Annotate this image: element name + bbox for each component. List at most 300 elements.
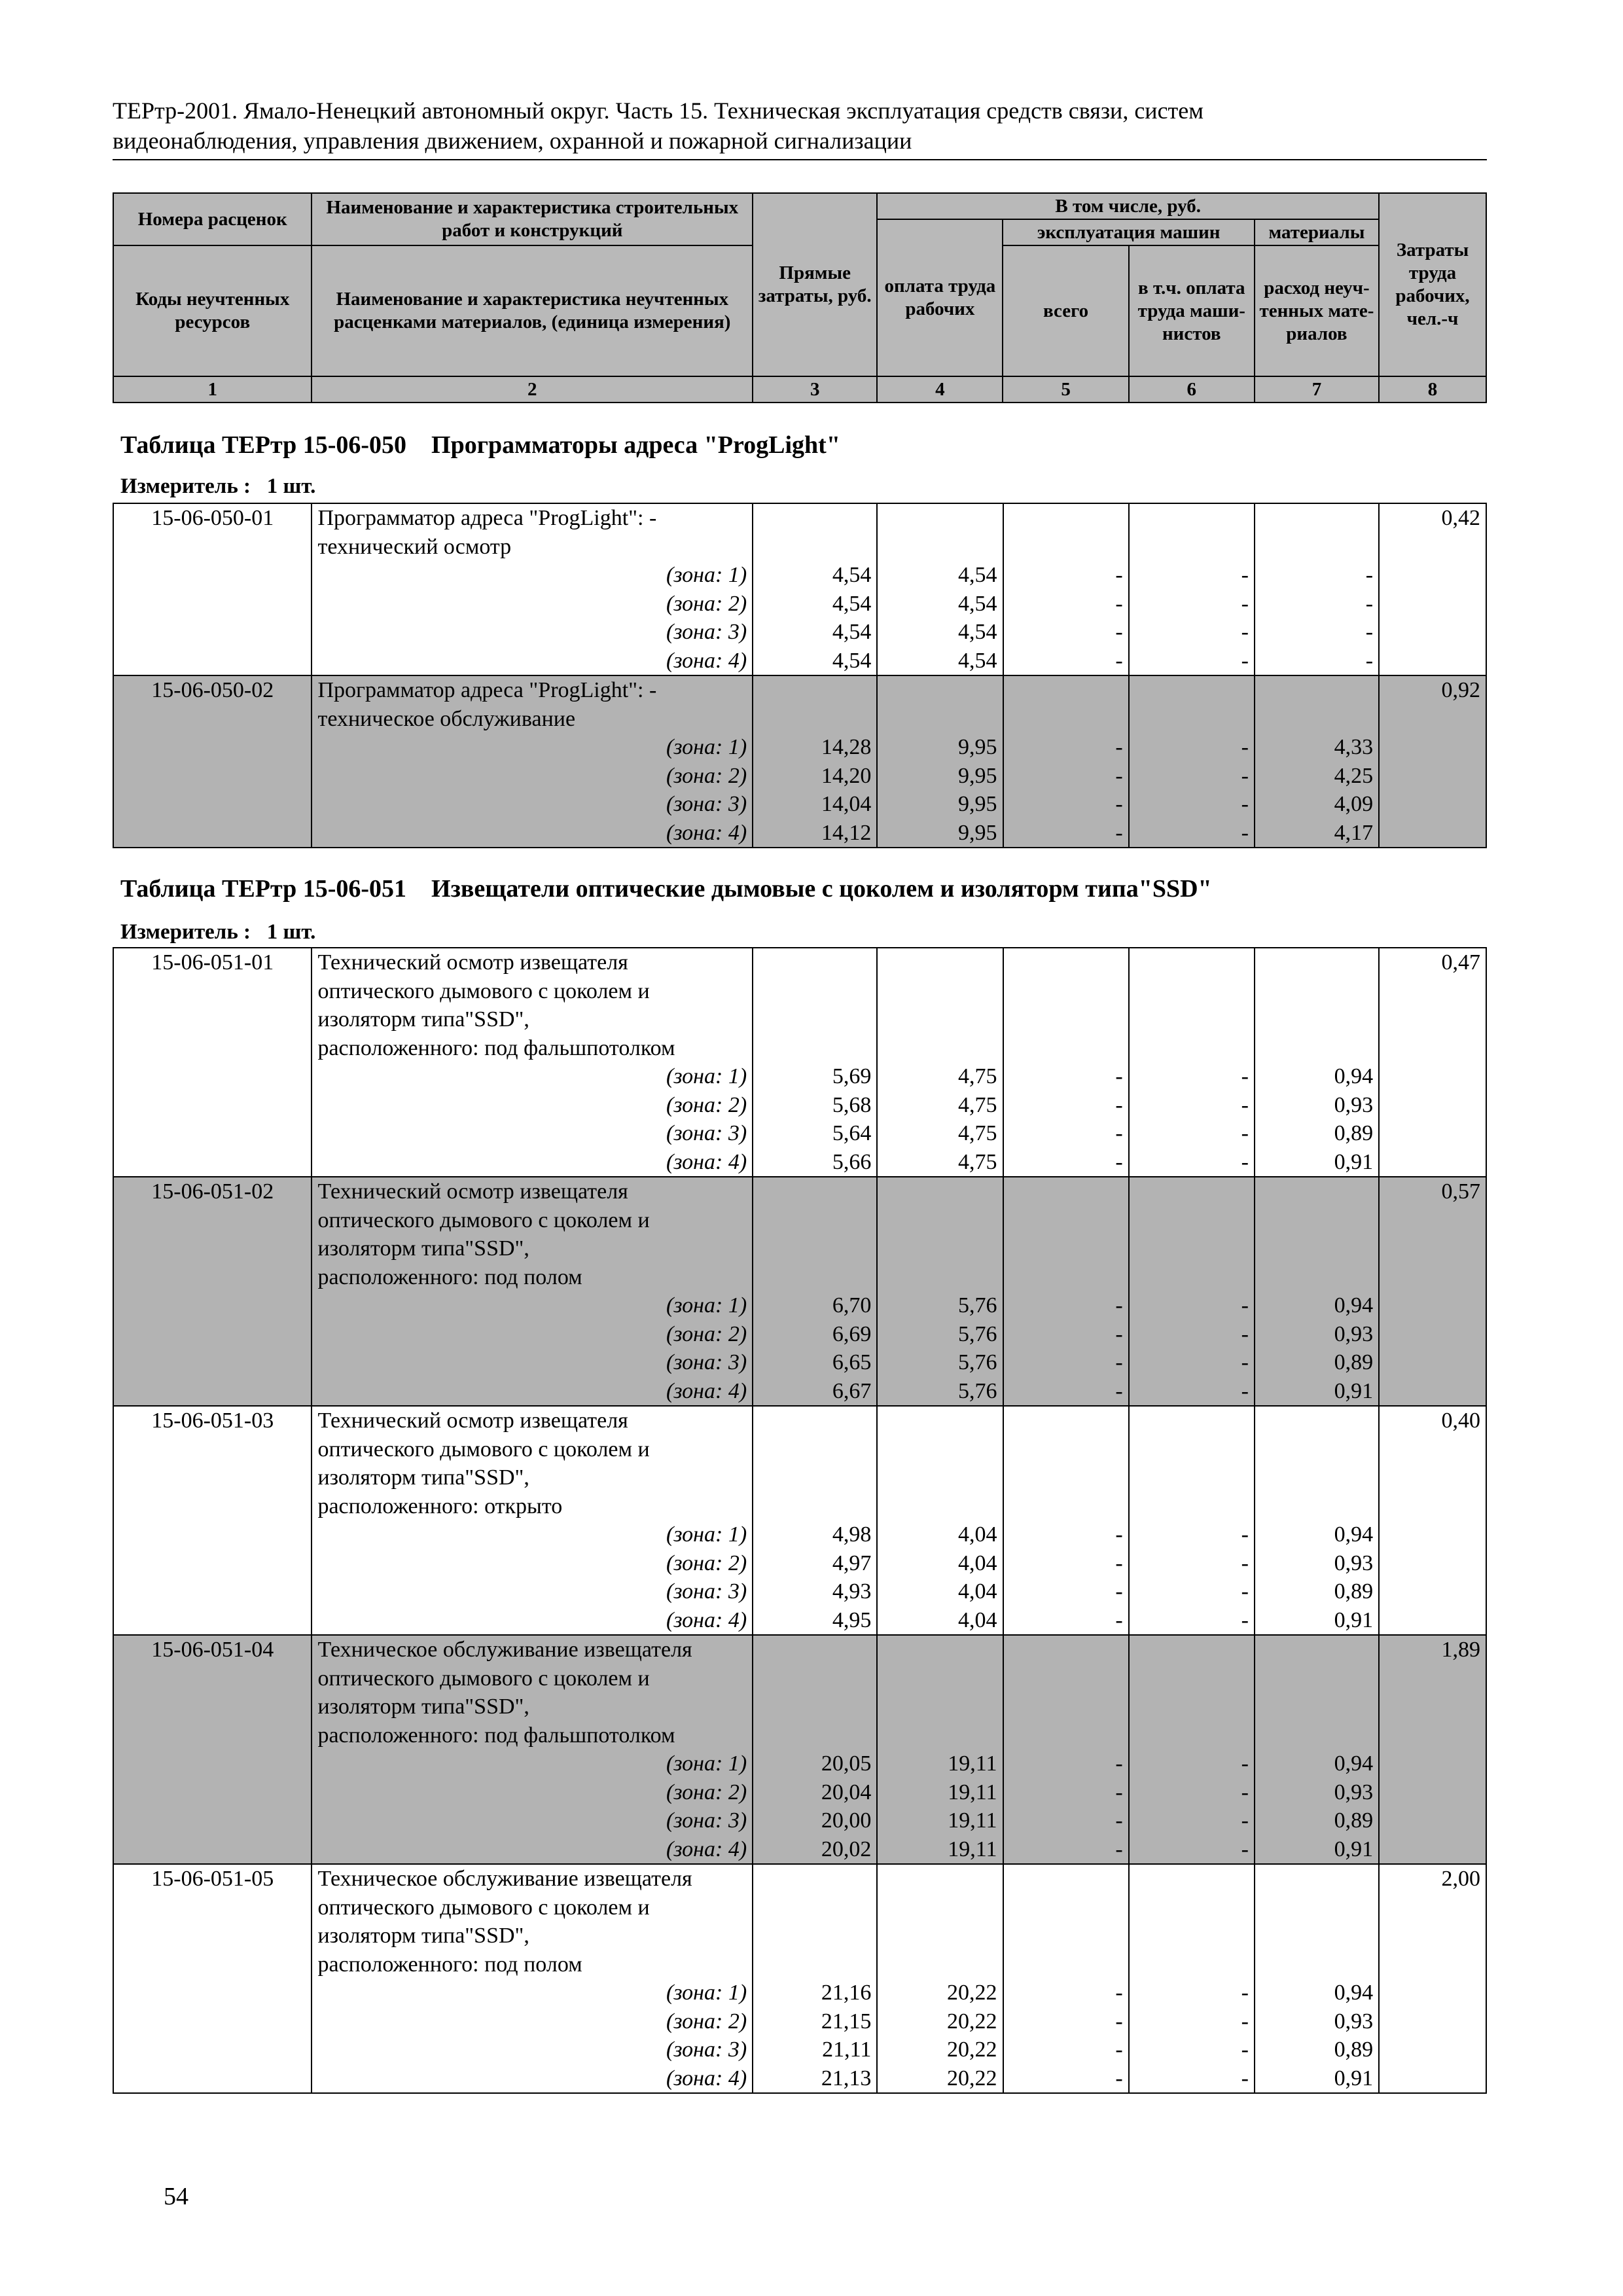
empty-cell bbox=[1255, 1463, 1379, 1492]
labor-cost bbox=[1379, 705, 1486, 734]
description-row bbox=[113, 1693, 1486, 1721]
rate-code bbox=[113, 705, 312, 734]
empty-cell bbox=[1255, 1893, 1379, 1922]
rate-code bbox=[113, 1463, 312, 1492]
empty-cell bbox=[113, 1577, 312, 1606]
empty-cell bbox=[1129, 1034, 1255, 1063]
rate-description-line: Техническое обслуживание извещателя bbox=[312, 1635, 753, 1664]
description-row bbox=[113, 1492, 1486, 1521]
machines-total-value: - bbox=[1003, 561, 1129, 590]
rate-code bbox=[113, 1263, 312, 1292]
empty-cell bbox=[1003, 1664, 1129, 1693]
machines-total-value: - bbox=[1003, 790, 1129, 819]
zone-row bbox=[113, 1520, 1486, 1549]
materials-value: - bbox=[1255, 561, 1379, 590]
page-number: 54 bbox=[164, 2183, 188, 2210]
worker-wages-value: 5,76 bbox=[877, 1320, 1003, 1349]
empty-cell bbox=[1255, 705, 1379, 734]
empty-cell bbox=[877, 1893, 1003, 1922]
empty-cell bbox=[753, 533, 877, 562]
rate-description-line: изоляторм типа"SSD", bbox=[312, 1234, 753, 1263]
zone-label: (зона: 1) bbox=[312, 1749, 753, 1778]
table-051-measure bbox=[120, 919, 315, 945]
labor-cost bbox=[1379, 1034, 1486, 1063]
machines-total-value: - bbox=[1003, 819, 1129, 848]
direct-costs-value: 4,54 bbox=[753, 647, 877, 676]
labor-cost bbox=[1379, 533, 1486, 562]
labor-cost bbox=[1379, 1234, 1486, 1263]
header-col-number: 7 bbox=[1255, 376, 1379, 403]
empty-cell bbox=[1255, 977, 1379, 1006]
machines-total-value: - bbox=[1003, 1062, 1129, 1091]
operator-wages-value: - bbox=[1129, 1577, 1255, 1606]
empty-cell bbox=[113, 762, 312, 791]
zone-row bbox=[113, 2064, 1486, 2094]
empty-cell bbox=[877, 1950, 1003, 1979]
empty-cell bbox=[1129, 1406, 1255, 1435]
empty-cell bbox=[1129, 675, 1255, 705]
empty-cell bbox=[1255, 1435, 1379, 1464]
direct-costs-value: 4,54 bbox=[753, 561, 877, 590]
empty-cell bbox=[753, 1206, 877, 1235]
operator-wages-value: - bbox=[1129, 1835, 1255, 1865]
operator-wages-value: - bbox=[1129, 790, 1255, 819]
empty-cell bbox=[1255, 1693, 1379, 1721]
rate-table-050 bbox=[113, 503, 1487, 848]
zone-label: (зона: 4) bbox=[312, 1835, 753, 1865]
rate-code bbox=[113, 977, 312, 1006]
direct-costs-value: 5,69 bbox=[753, 1062, 877, 1091]
rate-code: 15-06-050-02 bbox=[113, 675, 312, 705]
empty-cell bbox=[1003, 1034, 1129, 1063]
machines-total-value: - bbox=[1003, 1119, 1129, 1148]
header-col-number: 6 bbox=[1129, 376, 1255, 403]
empty-cell bbox=[1129, 1435, 1255, 1464]
empty-cell bbox=[113, 2064, 312, 2094]
materials-value: - bbox=[1255, 647, 1379, 676]
description-row bbox=[113, 977, 1486, 1006]
empty-cell bbox=[1003, 1435, 1129, 1464]
zone-row bbox=[113, 1119, 1486, 1148]
header-col-number: 5 bbox=[1003, 376, 1128, 403]
rate-code bbox=[113, 1234, 312, 1263]
empty-cell bbox=[1255, 1177, 1379, 1206]
empty-cell bbox=[1003, 1177, 1129, 1206]
direct-costs-value: 4,54 bbox=[753, 618, 877, 647]
empty-cell bbox=[1379, 1348, 1486, 1377]
empty-cell bbox=[877, 1234, 1003, 1263]
materials-value: 0,91 bbox=[1255, 1606, 1379, 1636]
zone-row bbox=[113, 1320, 1486, 1349]
zone-label: (зона: 3) bbox=[312, 618, 753, 647]
empty-cell bbox=[877, 1005, 1003, 1034]
empty-cell bbox=[1379, 1835, 1486, 1865]
empty-cell bbox=[1003, 1721, 1129, 1750]
zone-row bbox=[113, 1348, 1486, 1377]
empty-cell bbox=[1379, 1520, 1486, 1549]
empty-cell bbox=[1379, 1549, 1486, 1578]
empty-cell bbox=[877, 1206, 1003, 1235]
labor-cost: 0,47 bbox=[1379, 948, 1486, 977]
description-row bbox=[113, 1664, 1486, 1693]
operator-wages-value: - bbox=[1129, 1119, 1255, 1148]
description-row bbox=[113, 533, 1486, 562]
table-050-title: Таблица ТЕРтр 15-06-050 bbox=[120, 431, 407, 459]
materials-value: 0,89 bbox=[1255, 1577, 1379, 1606]
header-work-name: Наименование и характеристика строительных работ и конструкций bbox=[312, 193, 753, 245]
operator-wages-value: - bbox=[1129, 1320, 1255, 1349]
zone-label: (зона: 4) bbox=[312, 1606, 753, 1636]
worker-wages-value: 4,54 bbox=[877, 618, 1003, 647]
machines-total-value: - bbox=[1003, 647, 1129, 676]
operator-wages-value: - bbox=[1129, 618, 1255, 647]
empty-cell bbox=[1379, 1091, 1486, 1120]
zone-label: (зона: 1) bbox=[312, 561, 753, 590]
zone-row bbox=[113, 590, 1486, 619]
machines-total-value: - bbox=[1003, 1377, 1129, 1407]
operator-wages-value: - bbox=[1129, 1979, 1255, 2007]
zone-label: (зона: 4) bbox=[312, 1148, 753, 1177]
machines-total-value: - bbox=[1003, 1778, 1129, 1807]
empty-cell bbox=[113, 1806, 312, 1835]
direct-costs-value: 14,28 bbox=[753, 733, 877, 762]
direct-costs-value: 21,11 bbox=[753, 2036, 877, 2064]
direct-costs-value: 14,12 bbox=[753, 819, 877, 848]
empty-cell bbox=[877, 1635, 1003, 1664]
table-050-caption bbox=[120, 431, 840, 459]
operator-wages-value: - bbox=[1129, 1549, 1255, 1578]
rate-description-line: оптического дымового с цоколем и bbox=[312, 1435, 753, 1464]
empty-cell bbox=[1379, 590, 1486, 619]
rate-description-line: оптического дымового с цоколем и bbox=[312, 1664, 753, 1693]
zone-row bbox=[113, 1835, 1486, 1865]
operator-wages-value: - bbox=[1129, 561, 1255, 590]
operator-wages-value: - bbox=[1129, 1778, 1255, 1807]
header-col-number: 1 bbox=[113, 376, 312, 403]
machines-total-value: - bbox=[1003, 1148, 1129, 1177]
worker-wages-value: 9,95 bbox=[877, 819, 1003, 848]
direct-costs-value: 21,16 bbox=[753, 1979, 877, 2007]
machines-total-value: - bbox=[1003, 1979, 1129, 2007]
description-row bbox=[113, 1435, 1486, 1464]
zone-label: (зона: 2) bbox=[312, 1549, 753, 1578]
zone-label: (зона: 4) bbox=[312, 1377, 753, 1407]
zone-label: (зона: 1) bbox=[312, 1520, 753, 1549]
rate-code: 15-06-051-03 bbox=[113, 1406, 312, 1435]
description-row bbox=[113, 948, 1486, 977]
rate-description-line: оптического дымового с цоколем и bbox=[312, 1206, 753, 1235]
operator-wages-value: - bbox=[1129, 1606, 1255, 1636]
measure-value: 1 шт. bbox=[266, 920, 316, 944]
empty-cell bbox=[753, 977, 877, 1006]
labor-cost: 0,57 bbox=[1379, 1177, 1486, 1206]
description-row bbox=[113, 1950, 1486, 1979]
empty-cell bbox=[1255, 1263, 1379, 1292]
zone-label: (зона: 2) bbox=[312, 762, 753, 791]
materials-value: 0,93 bbox=[1255, 1778, 1379, 1807]
rate-description-line: оптического дымового с цоколем и bbox=[312, 1893, 753, 1922]
materials-value: 0,93 bbox=[1255, 2007, 1379, 2036]
rate-item bbox=[113, 948, 1486, 1177]
empty-cell bbox=[1003, 1864, 1129, 1893]
description-row bbox=[113, 1177, 1486, 1206]
operator-wages-value: - bbox=[1129, 2007, 1255, 2036]
operator-wages-value: - bbox=[1129, 2064, 1255, 2094]
zone-label: (зона: 3) bbox=[312, 1577, 753, 1606]
empty-cell bbox=[1379, 1778, 1486, 1807]
materials-value: 4,09 bbox=[1255, 790, 1379, 819]
machines-total-value: - bbox=[1003, 2007, 1129, 2036]
rate-description-line: Технический осмотр извещателя bbox=[312, 1406, 753, 1435]
empty-cell bbox=[1379, 1062, 1486, 1091]
labor-cost: 2,00 bbox=[1379, 1864, 1486, 1893]
operator-wages-value: - bbox=[1129, 647, 1255, 676]
zone-label: (зона: 1) bbox=[312, 733, 753, 762]
empty-cell bbox=[113, 1749, 312, 1778]
zone-row bbox=[113, 1979, 1486, 2007]
materials-value: - bbox=[1255, 618, 1379, 647]
rate-code bbox=[113, 1492, 312, 1521]
table-051-caption bbox=[120, 874, 1212, 903]
description-row bbox=[113, 1635, 1486, 1664]
rate-description-line: изоляторм типа"SSD", bbox=[312, 1922, 753, 1950]
zone-label: (зона: 4) bbox=[312, 647, 753, 676]
empty-cell bbox=[1129, 1864, 1255, 1893]
zone-row bbox=[113, 790, 1486, 819]
operator-wages-value: - bbox=[1129, 1348, 1255, 1377]
zone-row bbox=[113, 1577, 1486, 1606]
machines-total-value: - bbox=[1003, 1749, 1129, 1778]
rate-item bbox=[113, 675, 1486, 848]
rate-code: 15-06-051-01 bbox=[113, 948, 312, 977]
description-row bbox=[113, 1893, 1486, 1922]
zone-label: (зона: 4) bbox=[312, 2064, 753, 2094]
worker-wages-value: 4,54 bbox=[877, 590, 1003, 619]
zone-label: (зона: 2) bbox=[312, 1778, 753, 1807]
rate-item bbox=[113, 1635, 1486, 1864]
labor-cost bbox=[1379, 977, 1486, 1006]
materials-value: 0,89 bbox=[1255, 1119, 1379, 1148]
empty-cell bbox=[877, 1435, 1003, 1464]
operator-wages-value: - bbox=[1129, 1377, 1255, 1407]
rate-code: 15-06-051-02 bbox=[113, 1177, 312, 1206]
direct-costs-value: 20,00 bbox=[753, 1806, 877, 1835]
direct-costs-value: 20,05 bbox=[753, 1749, 877, 1778]
rate-description-line: технический осмотр bbox=[312, 533, 753, 562]
header-material-names: Наименование и характеристика неучтенных расценками материалов, (единица измерения) bbox=[312, 245, 753, 376]
empty-cell bbox=[1255, 1664, 1379, 1693]
empty-cell bbox=[113, 2007, 312, 2036]
rate-description-line: Программатор адреса "ProgLight": - bbox=[312, 675, 753, 705]
materials-value: 0,93 bbox=[1255, 1320, 1379, 1349]
direct-costs-value: 20,02 bbox=[753, 1835, 877, 1865]
operator-wages-value: - bbox=[1129, 590, 1255, 619]
header-materials-group: материалы bbox=[1255, 219, 1379, 245]
empty-cell bbox=[1379, 1979, 1486, 2007]
empty-cell bbox=[1003, 533, 1129, 562]
materials-value: 0,91 bbox=[1255, 1148, 1379, 1177]
zone-row bbox=[113, 762, 1486, 791]
materials-value: 0,89 bbox=[1255, 2036, 1379, 2064]
header-col-number: 3 bbox=[753, 376, 877, 403]
materials-value: 0,94 bbox=[1255, 1291, 1379, 1320]
empty-cell bbox=[877, 1463, 1003, 1492]
empty-cell bbox=[877, 1693, 1003, 1721]
empty-cell bbox=[1379, 762, 1486, 791]
direct-costs-value: 4,98 bbox=[753, 1520, 877, 1549]
zone-label: (зона: 2) bbox=[312, 2007, 753, 2036]
rate-code bbox=[113, 1893, 312, 1922]
header-labor-costs: Затраты труда рабочих, чел.-ч bbox=[1379, 193, 1486, 376]
description-row bbox=[113, 1034, 1486, 1063]
empty-cell bbox=[877, 1034, 1003, 1063]
empty-cell bbox=[1255, 1206, 1379, 1235]
empty-cell bbox=[113, 1835, 312, 1865]
description-row bbox=[113, 1406, 1486, 1435]
header-direct-costs: Прямые затраты, руб. bbox=[753, 193, 877, 376]
empty-cell bbox=[1129, 1635, 1255, 1664]
header-worker-wages: оплата труда рабочих bbox=[877, 219, 1003, 376]
labor-cost: 0,40 bbox=[1379, 1406, 1486, 1435]
worker-wages-value: 4,04 bbox=[877, 1520, 1003, 1549]
empty-cell bbox=[113, 1291, 312, 1320]
empty-cell bbox=[1379, 618, 1486, 647]
zone-label: (зона: 3) bbox=[312, 1119, 753, 1148]
empty-cell bbox=[1255, 533, 1379, 562]
empty-cell bbox=[113, 1119, 312, 1148]
empty-cell bbox=[1379, 733, 1486, 762]
direct-costs-value: 14,04 bbox=[753, 790, 877, 819]
labor-cost bbox=[1379, 1950, 1486, 1979]
empty-cell bbox=[1129, 948, 1255, 977]
empty-cell bbox=[1003, 1005, 1129, 1034]
empty-cell bbox=[113, 647, 312, 676]
labor-cost bbox=[1379, 1492, 1486, 1521]
empty-cell bbox=[113, 1348, 312, 1377]
labor-cost bbox=[1379, 1206, 1486, 1235]
running-head-line-1: ТЕРтр-2001. Ямало-Ненецкий автономный округ. Часть 15. Техническая эксплуатация средств связи, систем bbox=[113, 98, 1204, 124]
rate-description-line: техническое обслуживание bbox=[312, 705, 753, 734]
empty-cell bbox=[1129, 1721, 1255, 1750]
empty-cell bbox=[1379, 1320, 1486, 1349]
direct-costs-value: 4,97 bbox=[753, 1549, 877, 1578]
empty-cell bbox=[1003, 1263, 1129, 1292]
empty-cell bbox=[113, 1549, 312, 1578]
empty-cell bbox=[1129, 533, 1255, 562]
empty-cell bbox=[1379, 1606, 1486, 1636]
description-row bbox=[113, 705, 1486, 734]
description-row bbox=[113, 1463, 1486, 1492]
rate-description-line: расположенного: под фальшпотолком bbox=[312, 1034, 753, 1063]
zone-label: (зона: 1) bbox=[312, 1291, 753, 1320]
zone-row bbox=[113, 2007, 1486, 2036]
rate-description-line: изоляторм типа"SSD", bbox=[312, 1693, 753, 1721]
rate-code bbox=[113, 1005, 312, 1034]
materials-value: 0,89 bbox=[1255, 1348, 1379, 1377]
direct-costs-value: 20,04 bbox=[753, 1778, 877, 1807]
labor-cost bbox=[1379, 1693, 1486, 1721]
zone-label: (зона: 2) bbox=[312, 1091, 753, 1120]
empty-cell bbox=[1379, 2007, 1486, 2036]
operator-wages-value: - bbox=[1129, 1091, 1255, 1120]
worker-wages-value: 4,04 bbox=[877, 1549, 1003, 1578]
header-group-including: В том числе, руб. bbox=[877, 193, 1379, 219]
header-col-number: 2 bbox=[312, 376, 753, 403]
empty-cell bbox=[877, 1922, 1003, 1950]
operator-wages-value: - bbox=[1129, 733, 1255, 762]
empty-cell bbox=[1379, 1806, 1486, 1835]
rate-code bbox=[113, 1206, 312, 1235]
rate-code bbox=[113, 1034, 312, 1063]
labor-cost: 0,92 bbox=[1379, 675, 1486, 705]
empty-cell bbox=[753, 1406, 877, 1435]
worker-wages-value: 4,54 bbox=[877, 561, 1003, 590]
rate-description-line: Технический осмотр извещателя bbox=[312, 948, 753, 977]
zone-row bbox=[113, 1806, 1486, 1835]
zone-label: (зона: 4) bbox=[312, 819, 753, 848]
description-row bbox=[113, 1263, 1486, 1292]
empty-cell bbox=[877, 705, 1003, 734]
machines-total-value: - bbox=[1003, 1549, 1129, 1578]
empty-cell bbox=[877, 503, 1003, 533]
empty-cell bbox=[113, 1606, 312, 1636]
empty-cell bbox=[877, 1492, 1003, 1521]
header-resource-codes: Коды неучтенных ресурсов bbox=[113, 245, 312, 376]
direct-costs-value: 4,54 bbox=[753, 590, 877, 619]
measure-label: Измеритель : bbox=[120, 920, 251, 944]
description-row bbox=[113, 503, 1486, 533]
empty-cell bbox=[753, 1263, 877, 1292]
empty-cell bbox=[877, 675, 1003, 705]
zone-row bbox=[113, 1377, 1486, 1407]
direct-costs-value: 6,70 bbox=[753, 1291, 877, 1320]
materials-value: 4,33 bbox=[1255, 733, 1379, 762]
operator-wages-value: - bbox=[1129, 1062, 1255, 1091]
operator-wages-value: - bbox=[1129, 1806, 1255, 1835]
materials-value: 0,91 bbox=[1255, 1377, 1379, 1407]
empty-cell bbox=[1255, 1234, 1379, 1263]
empty-cell bbox=[1129, 1206, 1255, 1235]
empty-cell bbox=[1255, 1005, 1379, 1034]
zone-label: (зона: 1) bbox=[312, 1979, 753, 2007]
rate-item bbox=[113, 1177, 1486, 1406]
empty-cell bbox=[1255, 1950, 1379, 1979]
table-050-measure bbox=[120, 473, 315, 499]
empty-cell bbox=[1129, 1492, 1255, 1521]
materials-value: 0,94 bbox=[1255, 1062, 1379, 1091]
zone-row bbox=[113, 1148, 1486, 1177]
empty-cell bbox=[1129, 503, 1255, 533]
empty-cell bbox=[877, 1664, 1003, 1693]
machines-total-value: - bbox=[1003, 1291, 1129, 1320]
empty-cell bbox=[753, 1177, 877, 1206]
header-machines-total: всего bbox=[1003, 245, 1128, 376]
worker-wages-value: 19,11 bbox=[877, 1806, 1003, 1835]
rate-code: 15-06-050-01 bbox=[113, 503, 312, 533]
empty-cell bbox=[1379, 1577, 1486, 1606]
empty-cell bbox=[753, 1034, 877, 1063]
empty-cell bbox=[877, 1177, 1003, 1206]
machines-total-value: - bbox=[1003, 1091, 1129, 1120]
materials-value: 0,93 bbox=[1255, 1549, 1379, 1578]
empty-cell bbox=[1379, 2064, 1486, 2094]
running-head bbox=[113, 96, 1487, 156]
worker-wages-value: 19,11 bbox=[877, 1749, 1003, 1778]
empty-cell bbox=[1129, 1893, 1255, 1922]
zone-row bbox=[113, 1091, 1486, 1120]
empty-cell bbox=[753, 1435, 877, 1464]
zone-row bbox=[113, 647, 1486, 676]
